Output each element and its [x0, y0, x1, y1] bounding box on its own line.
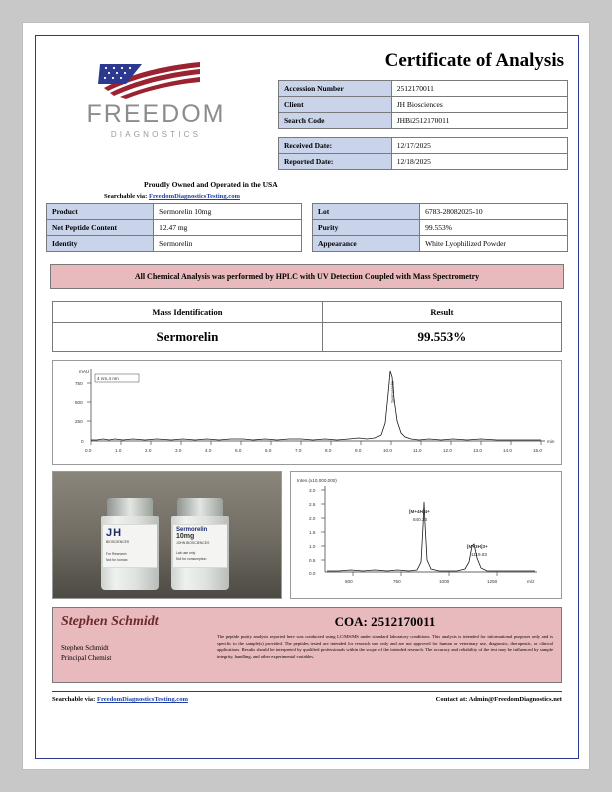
svg-text:2.5: 2.5	[309, 502, 316, 507]
vial-right	[171, 498, 229, 590]
header-right	[278, 44, 568, 170]
svg-text:Sermorelin: Sermorelin	[390, 380, 395, 403]
signatory-name: Stephen Schmidt	[61, 644, 109, 652]
result-header: Result	[322, 302, 561, 323]
svg-text:1.0: 1.0	[309, 544, 316, 549]
svg-text:13.0: 13.0	[473, 448, 482, 453]
svg-text:0.0: 0.0	[309, 571, 316, 576]
svg-text:1250: 1250	[487, 579, 498, 584]
svg-text:0.0: 0.0	[85, 448, 92, 453]
dates-table	[278, 137, 568, 170]
svg-text:3.0: 3.0	[175, 448, 182, 453]
table-row	[279, 138, 568, 154]
vial-right-note2: Not for consumption	[176, 556, 207, 561]
svg-text:0: 0	[81, 439, 84, 444]
appearance-label: Appearance	[313, 236, 420, 252]
svg-text:250: 250	[75, 419, 83, 424]
svg-text:4 nm,4 nm: 4 nm,4 nm	[97, 376, 119, 381]
vial-right-note1: Lab use only	[176, 550, 196, 555]
vial-left-brand: JH	[106, 527, 123, 539]
svg-text:9.0: 9.0	[355, 448, 362, 453]
vial-left	[101, 498, 159, 590]
product-label: Product	[47, 204, 154, 220]
signature-block	[52, 607, 562, 683]
lot-label: Lot	[313, 204, 420, 220]
svg-text:1000: 1000	[439, 579, 450, 584]
identity-label: Identity	[47, 236, 154, 252]
result-value: 99.553%	[322, 323, 561, 352]
document-header	[46, 44, 568, 170]
svg-text:[M+3H]3+: [M+3H]3+	[467, 544, 488, 549]
table-header-row	[53, 302, 562, 323]
footer-left	[52, 696, 188, 703]
svg-text:500: 500	[345, 579, 353, 584]
mass-spectrum-chart	[290, 471, 562, 599]
svg-text:m/z: m/z	[527, 579, 535, 584]
svg-text:1.0: 1.0	[115, 448, 122, 453]
brand-name: FREEDOM	[86, 100, 226, 128]
reported-date-label: Reported Date:	[279, 154, 392, 170]
identity-value: Sermorelin	[154, 236, 302, 252]
svg-text:2.0: 2.0	[309, 516, 316, 521]
table-row	[279, 154, 568, 170]
product-value: Sermorelin 10mg	[154, 204, 302, 220]
svg-text:8.0: 8.0	[325, 448, 332, 453]
accession-number-value: 2512170011	[391, 81, 567, 97]
table-row	[47, 236, 302, 252]
svg-text:12.0: 12.0	[443, 448, 452, 453]
svg-text:15.0: 15.0	[533, 448, 542, 453]
appearance-value: White Lyophilized Powder	[420, 236, 568, 252]
search-code-value: JHBi2512170011	[391, 113, 567, 129]
product-table-right	[312, 203, 568, 252]
accession-number-label: Accession Number	[279, 81, 392, 97]
document-page	[22, 22, 590, 770]
vial-left-note2: Not for human	[106, 557, 128, 562]
coa-number: COA: 2512170011	[334, 614, 436, 629]
svg-text:14.0: 14.0	[503, 448, 512, 453]
search-code-label: Search Code	[279, 113, 392, 129]
svg-text:[M+4H]4+: [M+4H]4+	[409, 509, 430, 514]
svg-text:4.0: 4.0	[205, 448, 212, 453]
bottom-row	[52, 471, 562, 599]
signatory-role: Principal Chemist	[61, 654, 112, 662]
svg-text:840.23: 840.23	[413, 517, 428, 522]
svg-text:500: 500	[75, 400, 83, 405]
svg-text:10.0: 10.0	[383, 448, 392, 453]
vial-right-sub: JOHN BIOSCIENCES	[176, 541, 210, 545]
tagline: Proudly Owned and Operated in the USA	[144, 180, 278, 189]
table-row	[279, 81, 568, 97]
product-tables	[46, 203, 568, 252]
svg-text:min: min	[547, 439, 555, 444]
svg-text:2.0: 2.0	[145, 448, 152, 453]
table-row	[313, 236, 568, 252]
usa-flag-swoosh-icon	[96, 58, 216, 100]
signature-left	[53, 608, 213, 682]
svg-text:5.0: 5.0	[235, 448, 242, 453]
footer-searchable-link[interactable]: FreedomDiagnosticsTesting.com	[96, 696, 188, 703]
net-peptide-label: Net Peptide Content	[47, 220, 154, 236]
svg-text:6.0: 6.0	[265, 448, 272, 453]
brand-subtitle: DIAGNOSTICS	[110, 130, 202, 139]
disclaimer-text: The peptide purity analysis reported here was conducted using LC/MS/MS under standard laboratory conditions. This analysis is intended for informational purposes only and is specific to the sample(s) provided. The peptides tested are intended for research use only and are not approved for human or veterinary use, diagnostic, therapeutic, or clinical applications. Results should be interpreted by qualified professionals within the scope of the intended research. The accuracy and reliability of the test may be influenced by sample integrity, handling, and other experimental variables.	[217, 634, 553, 659]
table-row	[313, 204, 568, 220]
table-row	[279, 97, 568, 113]
svg-text:750: 750	[393, 579, 401, 584]
net-peptide-value: 12.47 mg	[154, 220, 302, 236]
svg-text:1119.83: 1119.83	[471, 552, 487, 557]
searchable-label: Searchable via:	[104, 193, 148, 200]
company-logo	[46, 44, 266, 139]
svg-text:mAU: mAU	[79, 369, 90, 374]
page-title: Certificate of Analysis	[384, 50, 564, 71]
signature-script: Stephen Schmidt	[61, 614, 159, 629]
client-label: Client	[279, 97, 392, 113]
svg-text:3.0: 3.0	[309, 488, 316, 493]
footer-contact: Contact at: Admin@FreedomDiagnostics.net	[435, 696, 562, 703]
method-banner: All Chemical Analysis was performed by HPLC with UV Detection Coupled with Mass Spectrometry	[50, 264, 564, 289]
lot-value: 6783-28082025-10	[420, 204, 568, 220]
document-border-frame	[35, 35, 579, 759]
chromatogram-chart	[52, 360, 562, 465]
svg-text:750: 750	[75, 381, 83, 386]
signature-right	[213, 608, 561, 682]
footer-searchable-label: Searchable via:	[52, 696, 96, 703]
svg-text:1.5: 1.5	[309, 530, 316, 535]
client-value: JH Biosciences	[391, 97, 567, 113]
mass-identification-header: Mass Identification	[53, 302, 323, 323]
vial-photograph	[52, 471, 282, 599]
vial-right-name: Sermorelin	[176, 527, 208, 533]
mass-identification-table	[52, 301, 562, 352]
vial-left-note1: For Research	[106, 551, 127, 556]
vial-right-strength: 10mg	[176, 533, 195, 540]
table-row	[47, 204, 302, 220]
document-footer	[52, 691, 562, 703]
searchable-line	[104, 193, 568, 200]
svg-text:0.5: 0.5	[309, 558, 316, 563]
vial-left-sub: BIOSCIENCES	[106, 540, 130, 544]
purity-label: Purity	[313, 220, 420, 236]
accession-table	[278, 80, 568, 129]
svg-text:7.0: 7.0	[295, 448, 302, 453]
mass-identification-value: Sermorelin	[53, 323, 323, 352]
received-date-value: 12/17/2025	[391, 138, 567, 154]
product-table-left	[46, 203, 302, 252]
svg-text:Inten.(x10,000,000): Inten.(x10,000,000)	[297, 478, 337, 483]
svg-text:11.0: 11.0	[413, 448, 422, 453]
received-date-label: Received Date:	[279, 138, 392, 154]
table-row	[47, 220, 302, 236]
table-row	[313, 220, 568, 236]
reported-date-value: 12/18/2025	[391, 154, 567, 170]
purity-value: 99.553%	[420, 220, 568, 236]
table-row	[53, 323, 562, 352]
table-row	[279, 113, 568, 129]
searchable-link[interactable]: FreedomDiagnosticsTesting.com	[148, 193, 240, 200]
